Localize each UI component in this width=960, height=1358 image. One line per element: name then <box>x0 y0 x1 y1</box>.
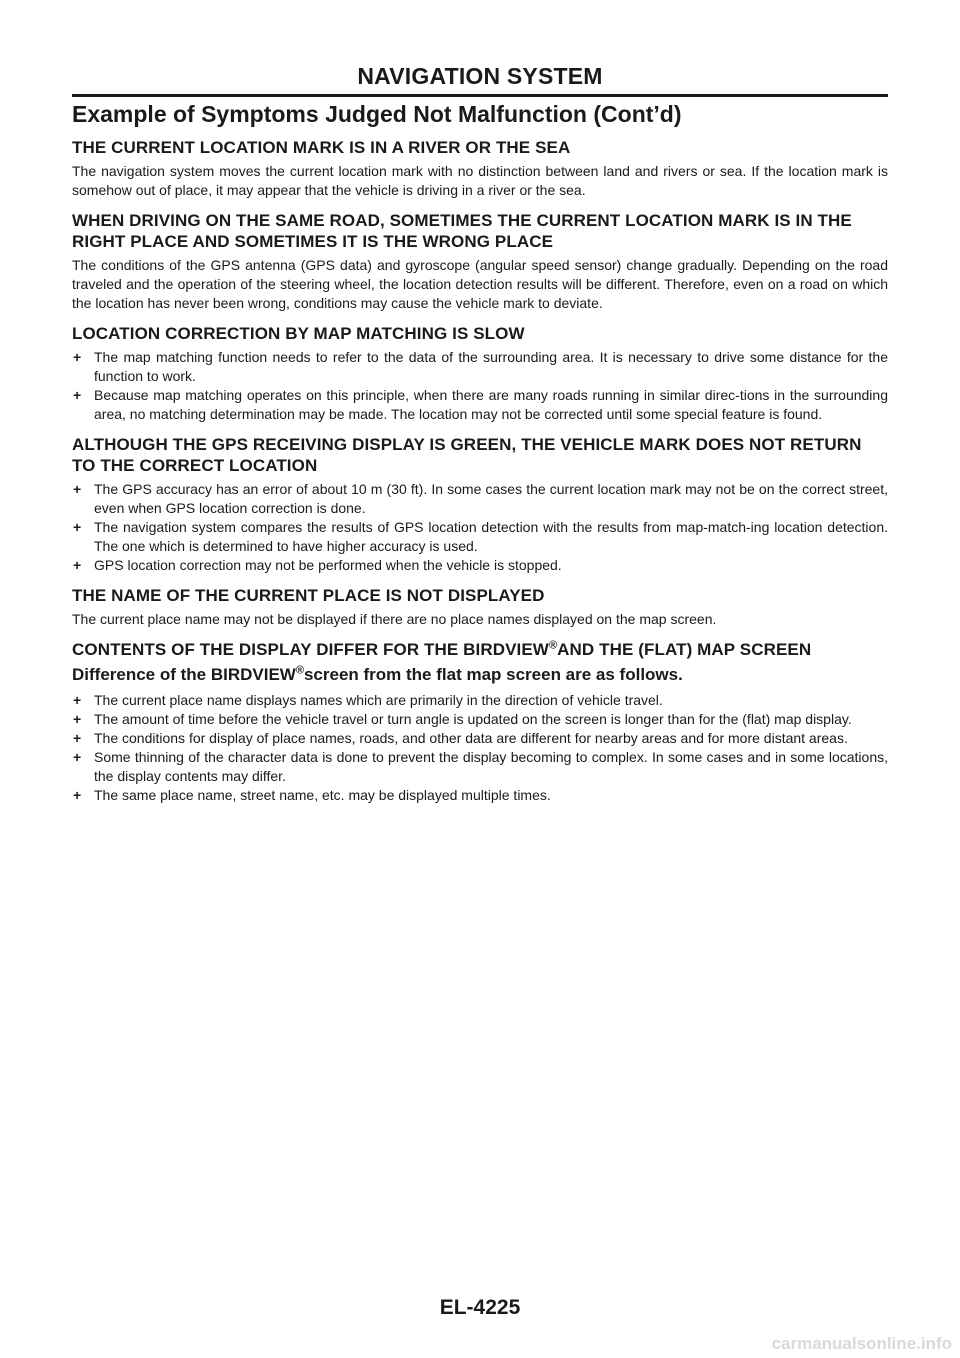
section-gps-green-mark-wrong <box>72 434 888 575</box>
document-subtitle: Example of Symptoms Judged Not Malfunction (Cont’d) <box>72 101 682 127</box>
list-item: + The navigation system compares the results of GPS location detection with the results from map-match-ing location detection. The one which is determined to have higher accuracy is used. <box>73 519 888 554</box>
registered-mark: ® <box>548 639 558 652</box>
section-heading: CONTENTS OF THE DISPLAY DIFFER FOR THE BIRDVIEW®AND THE (FLAT) MAP SCREEN <box>72 639 812 659</box>
section-heading: WHEN DRIVING ON THE SAME ROAD, SOMETIMES THE CURRENT LOCATION MARK IS IN THE RIGHT PLACE AND SOMETIMES IT IS THE WRONG PLACE <box>72 211 852 251</box>
bullet-marker: + <box>73 730 82 746</box>
section-place-name-not-displayed <box>72 585 888 629</box>
watermark: carmanualsonline.info <box>771 1334 952 1353</box>
bullet-marker: + <box>73 349 82 365</box>
bullet-marker: + <box>73 387 82 403</box>
bullet-marker: + <box>73 787 82 803</box>
bullet-list <box>72 348 888 424</box>
list-item: + Some thinning of the character data is done to prevent the display becoming to complex. In some cases and in some locations, the display contents may differ. <box>73 749 888 784</box>
bullet-marker: + <box>73 749 82 765</box>
bullet-marker: + <box>73 481 82 497</box>
list-item: + The current place name displays names which are primarily in the direction of vehicle travel. <box>73 692 663 708</box>
list-item: + The GPS accuracy has an error of about 10 m (30 ft). In some cases the current location mark may not be on the correct street, even when GPS location correction is done. <box>73 481 888 516</box>
section-location-in-river <box>72 137 888 200</box>
list-item: + The amount of time before the vehicle travel or turn angle is updated on the screen is longer than for the (flat) map display. <box>73 711 852 727</box>
bullet-marker: + <box>73 711 82 727</box>
document-title: NAVIGATION SYSTEM <box>72 62 888 97</box>
bullet-marker: + <box>73 519 82 535</box>
bullet-list <box>72 480 888 575</box>
registered-mark: ® <box>295 664 304 677</box>
section-body: The navigation system moves the current location mark with no distinction between land and rivers or sea. If the location mark is somehow out of place, it may appear that the vehicle is driving in a river or the sea. <box>72 163 888 198</box>
list-item: + GPS location correction may not be performed when the vehicle is stopped. <box>73 557 562 573</box>
section-location-sometimes-wrong <box>72 210 888 313</box>
section-body: The conditions of the GPS antenna (GPS data) and gyroscope (angular speed sensor) change gradually. Depending on the road traveled and the operation of the steering wheel, the location detection results will be different. Therefore, even on a road on which the location has never been wrong, conditions may cause the vehicle mark to deviate. <box>72 257 888 311</box>
section-body: The current place name may not be displayed if there are no place names displayed on the map screen. <box>72 611 717 627</box>
bullet-marker: + <box>73 692 82 708</box>
bullet-list <box>72 691 888 805</box>
section-map-matching-slow <box>72 323 888 424</box>
subsection-heading: Difference of the BIRDVIEW®screen from the flat map screen are as follows. <box>72 664 683 684</box>
list-item: + The conditions for display of place names, roads, and other data are different for nearby areas and for more distant areas. <box>73 730 848 746</box>
list-item: + The map matching function needs to refer to the data of the surrounding area. It is necessary to drive some distance for the function to work. <box>73 349 888 384</box>
section-heading: ALTHOUGH THE GPS RECEIVING DISPLAY IS GREEN, THE VEHICLE MARK DOES NOT RETURN TO THE CORRECT LOCATION <box>72 435 862 475</box>
section-heading: THE NAME OF THE CURRENT PLACE IS NOT DISPLAYED <box>72 586 545 605</box>
section-heading: LOCATION CORRECTION BY MAP MATCHING IS SLOW <box>72 324 525 343</box>
list-item: + Because map matching operates on this principle, when there are many roads running in similar direc-tions in the surrounding area, no matching determination may be made. The location may not be corrected until some special feature is found. <box>73 387 888 422</box>
document-page <box>72 62 888 815</box>
list-item: + The same place name, street name, etc. may be displayed multiple times. <box>73 787 551 803</box>
section-birdview-differences <box>72 639 888 805</box>
bullet-marker: + <box>73 557 82 573</box>
section-heading: THE CURRENT LOCATION MARK IS IN A RIVER OR THE SEA <box>72 138 571 157</box>
page-number: EL-4225 <box>439 1296 521 1319</box>
